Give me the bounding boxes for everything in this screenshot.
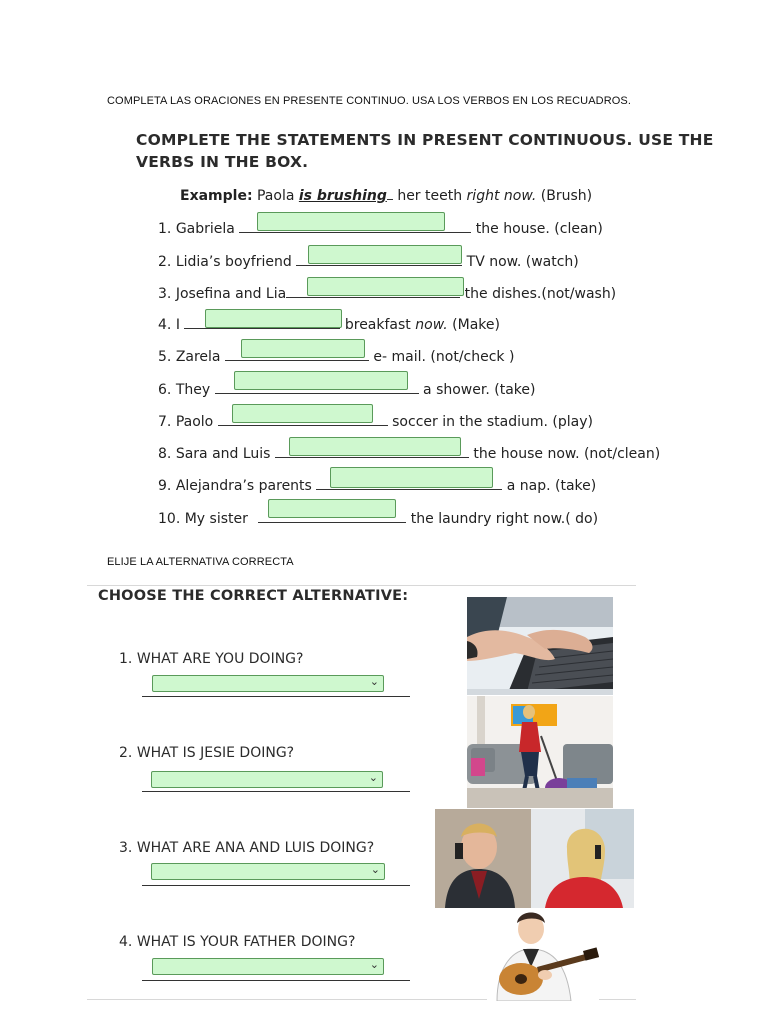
statement-number: 7. — [158, 414, 172, 430]
statement-number: 10. — [158, 511, 181, 527]
example-pre: Paola — [252, 188, 299, 204]
answer-underline — [142, 791, 410, 792]
example-mid: her teeth — [392, 188, 467, 204]
answer-input-9[interactable] — [330, 467, 493, 488]
statement-subject: Lidia’s boyfriend — [175, 254, 292, 270]
answer-dropdown-1[interactable] — [152, 675, 384, 692]
question-text: WHAT ARE ANA AND LUIS DOING? — [136, 840, 375, 856]
question-number: 2. — [119, 745, 133, 761]
statement-subject: Sara and Luis — [175, 446, 271, 462]
answer-input-4[interactable] — [205, 309, 342, 328]
statement-number: 4. — [158, 317, 172, 333]
statement-subject: Zarela — [175, 349, 221, 365]
answer-underline — [142, 885, 410, 886]
answer-input-10[interactable] — [268, 499, 396, 518]
answer-underline — [142, 696, 410, 697]
statement-subject: Gabriela — [175, 221, 235, 237]
statement-rest-pre: breakfast — [344, 317, 416, 333]
section2-heading: CHOOSE THE CORRECT ALTERNATIVE: — [98, 588, 409, 604]
statement-subject: They — [175, 382, 211, 398]
question-2 — [119, 745, 294, 761]
section1-heading-line2: VERBS IN THE BOX. — [136, 153, 309, 171]
question-number: 3. — [119, 840, 133, 856]
answer-dropdown-3[interactable] — [151, 863, 385, 880]
question-number: 4. — [119, 934, 133, 950]
answer-input-7[interactable] — [232, 404, 373, 423]
answer-input-5[interactable] — [241, 339, 365, 358]
chevron-down-icon: ⌄ — [369, 958, 379, 971]
answer-input-3[interactable] — [307, 277, 464, 296]
chevron-down-icon: ⌄ — [369, 675, 379, 688]
statement-number: 2. — [158, 254, 172, 270]
example-line — [180, 187, 592, 204]
statement-number: 3. — [158, 286, 172, 302]
instruction-spanish-2: ELIJE LA ALTERNATIVA CORRECTA — [107, 556, 294, 568]
question-text: WHAT IS JESIE DOING? — [136, 745, 295, 761]
chevron-down-icon: ⌄ — [368, 771, 378, 784]
statement-rest: the house. (clean) — [475, 221, 603, 237]
statement-subject: Alejandra’s parents — [175, 478, 312, 494]
example-post: (Brush) — [536, 188, 593, 204]
section1-heading-line1: COMPLETE THE STATEMENTS IN PRESENT CONTINUOUS. USE THE — [136, 131, 714, 149]
example-right-now: right now. — [466, 188, 537, 204]
statement-rest: the dishes.(not/wash) — [464, 286, 617, 302]
answer-input-1[interactable] — [257, 212, 445, 231]
answer-input-2[interactable] — [308, 245, 462, 264]
woman-vacuuming-image — [467, 696, 613, 808]
man-playing-guitar-image — [487, 909, 599, 1001]
question-text: WHAT IS YOUR FATHER DOING? — [136, 934, 356, 950]
statement-rest-now: now. — [415, 317, 448, 333]
statement-rest: the house now. (not/clean) — [473, 446, 661, 462]
answer-input-8[interactable] — [289, 437, 461, 456]
answer-dropdown-2[interactable] — [151, 771, 383, 788]
statement-number: 6. — [158, 382, 172, 398]
example-label: Example: — [180, 188, 253, 204]
statement-rest-post: (Make) — [447, 317, 500, 333]
statement-number: 8. — [158, 446, 172, 462]
laptop-typing-image — [467, 597, 613, 695]
question-1 — [119, 651, 303, 667]
people-on-phone-image — [435, 809, 634, 908]
statement-subject: Paolo — [175, 414, 214, 430]
statement-rest: a shower. (take) — [423, 382, 536, 398]
example-answer: is brushing — [298, 188, 387, 204]
statement-subject: My sister — [184, 511, 248, 527]
chevron-down-icon: ⌄ — [370, 863, 380, 876]
statement-subject: I — [175, 317, 180, 333]
statement-number: 1. — [158, 221, 172, 237]
statement-rest: e- mail. (not/check ) — [373, 349, 515, 365]
section-separator-top — [87, 585, 636, 586]
question-4 — [119, 934, 355, 950]
answer-input-6[interactable] — [234, 371, 408, 390]
question-number: 1. — [119, 651, 133, 667]
statement-7 — [158, 413, 593, 430]
statement-number: 5. — [158, 349, 172, 365]
answer-dropdown-4[interactable] — [152, 958, 384, 975]
question-3 — [119, 840, 374, 856]
statement-subject: Josefina and Lia — [175, 286, 287, 302]
statement-rest: the laundry right now.( do) — [410, 511, 599, 527]
answer-underline — [142, 980, 410, 981]
statement-rest: TV now. (watch) — [466, 254, 579, 270]
statement-number: 9. — [158, 478, 172, 494]
statement-rest: soccer in the stadium. (play) — [392, 414, 593, 430]
question-text: WHAT ARE YOU DOING? — [136, 651, 304, 667]
instruction-spanish-1: COMPLETA LAS ORACIONES EN PRESENTE CONTINUO. USA LOS VERBOS EN LOS RECUADROS. — [107, 95, 632, 107]
statement-rest: a nap. (take) — [506, 478, 597, 494]
